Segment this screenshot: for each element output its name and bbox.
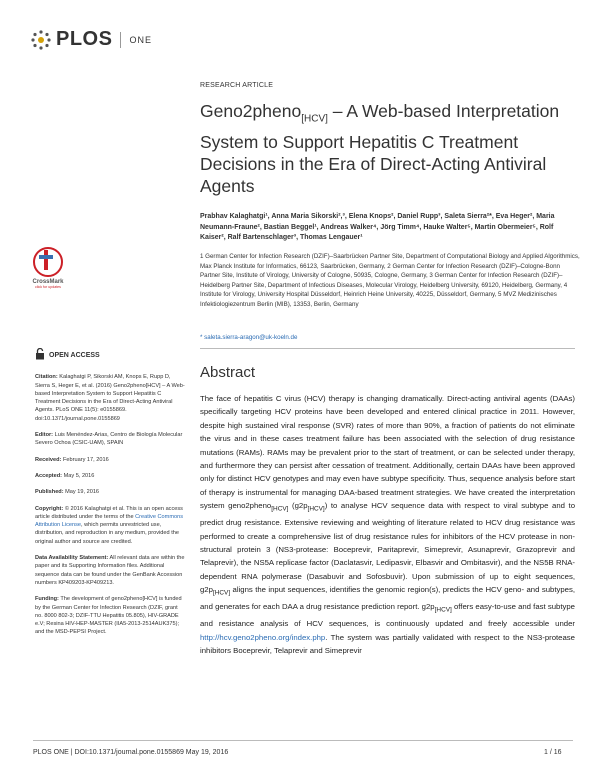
accepted-label: Accepted: [35,472,63,479]
title-sub: [HCV] [301,113,328,125]
abstract-p1: The face of hepatitis C virus (HCV) therapy is changing dramatically. Direct-acting antiviral agents (DAAs) specifically targeting HCV proteins have been developed and entered clinical practice in 2011. However, despite high sustained viral response (SVR) rates of more than 90%, a fraction of patients do not eliminate the virus and in these cases treatment failure has been associated with the selection of drug resistance mutations (RAMs). RAMs may be prevalent prior to the start of treatment, or can be selected under therapy, and furthermore they can persist after cessation of treatment. Additionally, certain DAAs have been approved only for distinct HCV genotypes and may even have subtype specificity. Thus, sequence analysis before start of therapy is instrumental for managing DAA-based treatment strategies. We have created the interpretation system geno2pheno [200,394,575,511]
copyright-label: Copyright: [35,505,64,512]
open-lock-icon [35,348,45,363]
funding-label: Funding: [35,596,59,603]
abstract-sub-2: [HCV] [307,505,325,513]
affiliations: 1 German Center for Infection Research (DZIF)–Saarbrücken Partner Site, Department of Computational Biology and Applied Algorithmics, Max Planck Institute for Informatics, 66123, Saarbrücken, Germany, 2 German Center for Infection Research (DZIF)–Cologne-Bonn Partner Site, Institute of Virology, University of Cologne, 50935, Cologne, Germany, 3 German Center for Infection Research (DZIF)–Heidelberg Partner Site, Department of Infectious Diseases, Molecular Virology, Heidelberg University, 69120, Heidelberg, Germany, 4 Institute for Virology, University Hospital Düsseldorf, Heinrich Heine University, 40225, Düsseldorf, Germany, 5 MVZ Medizinisches Infektiologiezentrum Berlin (MIB), 13353, Berlin, Germany [200,253,580,308]
geno2pheno-link[interactable]: http://hcv.geno2pheno.org/index.php [200,632,326,642]
abstract-heading: Abstract [200,364,256,381]
received-date: February 17, 2016 [61,456,109,463]
sidebar [35,348,185,645]
crossmark-badge[interactable] [28,247,68,289]
citation-block [35,373,185,423]
accepted-date: May 5, 2016 [62,472,95,479]
title-post: – A Web-based Interpretation System to Support Hepatitis C Treatment Decisions in the Era of Direct-Acting Antiviral Agents [200,101,560,196]
data-text: All relevant data are within the paper and its Supporting Information files. Additional sequence data can be found under the GenBank Accession numbers KP409203-KP409213. [35,555,185,586]
citation-text: Kalaghatgi P, Sikorski AM, Knops E, Rupp D, Sierra S, Heger E, et al. (2016) Geno2pheno[HCV] – A Web-based Interpretation System to Support Hepatitis C Treatment Decisions in the Era of Direct-Acting Antiviral Agents. PLoS ONE 11(5): e0155869. doi:10.1371/journal.pone.0155869 [35,374,185,422]
abstract-p5: offers easy-to-use and fast subtype and resistance analysis of HCV sequences, is continuously updated and freely accessible under [200,602,575,629]
editor-label: Editor: [35,432,54,439]
crossmark-icon [33,247,63,277]
copyright-pre: © 2016 Kalaghatgi et al. This is an open access article distributed under the terms of the [35,505,183,520]
abstract-sub-4: [HCV] [434,606,452,614]
footer-divider [33,740,573,741]
abstract-p3: ) to analyse HCV sequence data with respect to viral subtype and to predict drug resistance. Extensive reviewing and weighting of literature related to HCV drug resistance was performed to create a comprehensive list of drug resistance rules for inhibitors of the HCV protease in non-structural protein 3 (NS3-protease: Boceprevir, Paritaprevir, Simeprevir, Asunaprevir, Grazoprevir and Telaprevir), the NS5A replicase factor (Daclatasvir, Ledipasvir, Elbasvir and Ombitasvir), and the NS5B RNA-dependent RNA polymerase (Dasabuvir and Sofosbuvir). Upon submission of up to eight sequences, g2p [200,501,575,595]
published-block [35,488,185,496]
open-access-label: OPEN ACCESS [49,351,100,359]
abstract-p2: (g2p [288,501,308,511]
published-label: Published: [35,489,64,496]
journal-name: ONE [129,34,152,45]
copyright-post: , which permits unrestricted use, distribution, and reproduction in any medium, provided the original author and source are credited. [35,522,179,545]
abstract-p6: . The system was partially validated with respect to the NS3-protease inhibitors Boceprevir, Telaprevir and Simeprevir [200,632,575,655]
copyright-block [35,505,185,546]
article-type: RESEARCH ARTICLE [200,82,274,89]
abstract-sub-1: [HCV] [271,505,289,513]
data-availability-block [35,554,185,587]
abstract-p4: aligns the input sequences, identifies the genomic region(s), predicts the HCV geno- and subtypes, and generates for each DAA a drug resistance prediction report. g2p [200,585,575,612]
plos-logo[interactable] [30,28,152,51]
abstract-sub-3: [HCV] [212,589,231,597]
editor-text: Luis Menéndez-Arias, Centro de Biología Molecular Severo Ochoa (CSIC-UAM), SPAIN [35,432,183,447]
citation-label: Citation: [35,374,58,381]
logo-word: PLOS [56,28,113,50]
received-label: Received: [35,456,62,463]
divider [200,348,575,349]
corresponding-email[interactable]: * saleta.sierra-aragon@uk-koeln.de [200,334,298,341]
page-number: 1 / 16 [544,749,562,756]
license-link[interactable]: Creative Commons Attribution License [35,513,183,529]
title-pre: Geno2pheno [200,101,302,121]
crossmark-sub: click for updates [35,285,61,289]
funding-text: The development of geno2pheno[HCV] is funded by the German Center for Infection Research (DZIF, grant no. 8000 802-3; DZIF-TTU Hepatitis 05.805), HIV-GRADE e.V; Resina HIV-HEP-MASTER (IIA5-2013-2514AUK375); and the MSD-PEPSI Project. [35,596,182,636]
editor-block [35,431,185,448]
published-date: May 19, 2016 [63,489,100,496]
crossmark-label: CrossMark [32,279,64,285]
abstract-text [200,392,575,657]
funding-block [35,595,185,636]
logo-divider [120,32,121,48]
author-list: Prabhav Kalaghatgi¹, Anna Maria Sikorski²,³, Elena Knops², Daniel Rupp³, Saleta Sierra²*, Eva Heger², Maria Neumann-Fraune², Bastian Beggel¹, Andreas Walker⁴, Jörg Timm⁴, Hauke Walter⁵, Martin Obermeier⁵, Rolf Kaiser², Ralf Bartenschlager³, Thomas Lengauer¹ [200,213,555,241]
article-title [200,100,570,197]
open-access [35,348,185,363]
footer-citation: PLOS ONE | DOI:10.1371/journal.pone.0155869 May 19, 2016 [33,749,229,756]
received-block [35,456,185,464]
data-label: Data Availability Statement: [35,555,109,562]
accepted-block [35,472,185,480]
plos-bubble-icon [30,29,52,51]
